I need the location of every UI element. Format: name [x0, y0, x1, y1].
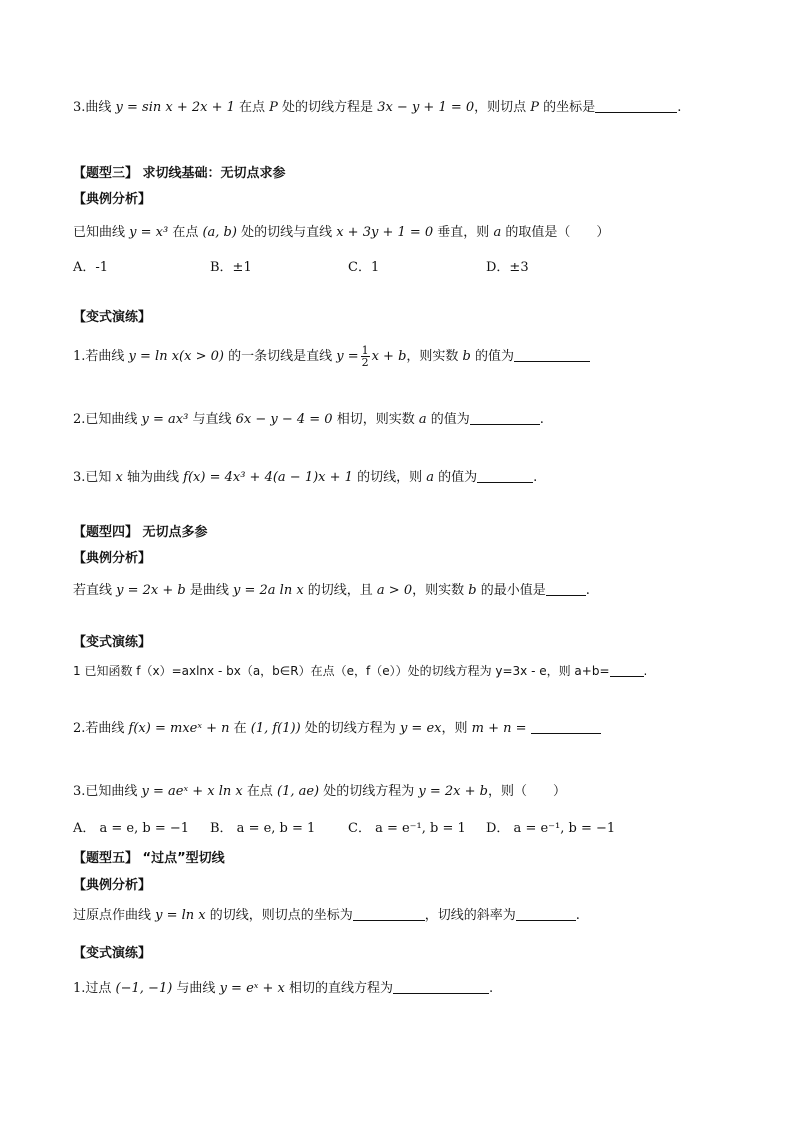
math-expression: 6x − y − 4 = 0 [235, 412, 333, 427]
math-expression: 3x − y + 1 = 0 [377, 100, 475, 115]
option-c[interactable]: C．1 [348, 260, 380, 275]
math-expression: a > 0 [376, 583, 413, 598]
text: 处的切线与直线 [236, 225, 337, 240]
section-5-title: 【题型五】 “过点”型切线 [73, 851, 225, 866]
fraction-numerator: 1 [361, 344, 369, 357]
option-b[interactable]: B．±1 [210, 260, 252, 275]
answer-blank[interactable] [516, 906, 576, 921]
question-3-prev [73, 98, 681, 117]
math-variable: x [115, 470, 123, 485]
text: 的切线，则切点的坐标为 [205, 908, 353, 923]
math-expression: y = eˣ + x [219, 981, 285, 996]
section-5-practice-1 [73, 979, 493, 998]
text: 已知曲线 [73, 225, 130, 240]
text: ，切线的斜率为 [424, 908, 516, 923]
text: 处的切线方程为 [319, 784, 419, 799]
text: . [533, 470, 538, 485]
text: 是曲线 [185, 583, 233, 598]
option-b[interactable]: B． a = e, b = 1 [210, 821, 316, 836]
text: ，则 [441, 721, 472, 736]
math-expression: (1, ae) [277, 784, 320, 799]
math-variable: a [426, 470, 434, 485]
math-variable: P [530, 100, 540, 115]
section-4-practice-3 [73, 783, 566, 801]
text: 与直线 [188, 412, 236, 427]
text: 若直线 [73, 583, 117, 598]
text: 1 已知函数 f（x）=axlnx - bx（a，b∈R）在点（e，f（e））处的切线方程为 y=3x - e，则 a+b= [73, 664, 610, 678]
text: 的最小值是 [476, 583, 546, 598]
text: 的取值是（ ） [501, 225, 610, 240]
math-expression: m + n = [471, 721, 527, 736]
answer-blank[interactable] [353, 906, 425, 921]
section-4-example [73, 581, 590, 600]
answer-blank[interactable] [531, 719, 601, 734]
practice-label: 【变式演练】 [73, 946, 152, 961]
math-expression: y = ln x [155, 908, 206, 923]
example-label: 【典例分析】 [73, 551, 152, 566]
text: . [539, 412, 544, 427]
math-variable: b [468, 583, 477, 598]
math-variable: a [418, 412, 427, 427]
text: 过原点作曲线 [73, 908, 156, 923]
text: . [489, 981, 494, 996]
math-variable: a [493, 225, 502, 240]
math-expression: (a, b) [202, 225, 237, 240]
text: 1.若曲线 [73, 349, 129, 364]
text: 处的切线方程是 [277, 100, 378, 115]
text: 相切的直线方程为 [284, 981, 394, 996]
text: ，则切点 [474, 100, 531, 115]
text: 与曲线 [172, 981, 220, 996]
text: 的值为 [426, 412, 470, 427]
text: . [643, 664, 648, 678]
text: 2.已知曲线 [73, 412, 142, 427]
math-expression: y = [336, 349, 359, 364]
text: 的值为 [433, 470, 478, 485]
math-expression: y = x³ [129, 225, 169, 240]
math-expression: y = 2x + b [116, 583, 186, 598]
text: 处的切线方程为 [300, 721, 400, 736]
text: 2.若曲线 [73, 721, 129, 736]
text: ，则实数 [406, 349, 463, 364]
text: . [677, 100, 682, 115]
math-expression: (−1, −1) [115, 981, 173, 996]
option-d[interactable]: D． a = e⁻¹, b = −1 [486, 821, 616, 836]
option-c[interactable]: C． a = e⁻¹, b = 1 [348, 821, 466, 836]
example-label: 【典例分析】 [73, 192, 152, 207]
math-expression: y = ex [399, 721, 442, 736]
text: 1.过点 [73, 981, 116, 996]
text: . [575, 908, 580, 923]
fraction [361, 345, 370, 368]
math-expression: y = 2x + b [418, 784, 488, 799]
math-expression: f(x) = 4x³ + 4(a − 1)x + 1 [183, 470, 353, 485]
text: 在 [229, 721, 251, 736]
text: ，则（ ） [487, 784, 566, 799]
text: 在点 [234, 100, 270, 115]
math-expression: (1, f(1)) [250, 721, 301, 736]
option-a[interactable]: A．-1 [73, 260, 109, 275]
section-3-practice-1 [73, 345, 590, 368]
text: 垂直，则 [433, 225, 494, 240]
section-4-practice-2 [73, 719, 601, 738]
fraction-denominator: 2 [361, 356, 369, 369]
answer-blank[interactable] [477, 468, 533, 483]
text: 的切线，且 [303, 583, 377, 598]
example-label: 【典例分析】 [73, 878, 152, 893]
text: 在点 [168, 225, 203, 240]
text: 的切线，则 [352, 470, 427, 485]
math-expression: y = aeˣ + x ln x [141, 784, 243, 799]
text: ，则实数 [412, 583, 469, 598]
section-3-practice-3 [73, 468, 537, 487]
option-d[interactable]: D．±3 [486, 260, 529, 275]
answer-blank[interactable] [470, 410, 540, 425]
text: 相切，则实数 [332, 412, 419, 427]
math-variable: P [269, 100, 278, 115]
math-expression: y = sin x + 2x + 1 [115, 100, 235, 115]
text: 3.曲线 [73, 100, 116, 115]
answer-blank[interactable] [546, 581, 586, 596]
section-3-practice-2 [73, 410, 544, 429]
text: 3.已知 [73, 470, 116, 485]
text: 轴为曲线 [122, 470, 184, 485]
practice-label: 【变式演练】 [73, 635, 152, 650]
text: . [585, 583, 590, 598]
math-expression: y = 2a ln x [233, 583, 304, 598]
text: 的一条切线是直线 [223, 349, 337, 364]
text: 在点 [242, 784, 277, 799]
section-3-example [73, 224, 609, 242]
answer-blank[interactable] [610, 662, 644, 677]
math-expression: f(x) = mxeˣ + n [128, 721, 230, 736]
answer-blank[interactable] [393, 979, 489, 994]
section-4-practice-1 [73, 662, 647, 680]
section-3-title: 【题型三】 求切线基础：无切点求参 [73, 166, 286, 181]
math-expression: y = ax³ [141, 412, 189, 427]
section-4-title: 【题型四】 无切点多参 [73, 525, 208, 540]
option-a[interactable]: A． a = e, b = −1 [73, 821, 190, 836]
text: 的值为 [470, 349, 515, 364]
answer-blank[interactable] [595, 98, 677, 113]
math-expression: x + 3y + 1 = 0 [336, 225, 434, 240]
text: 的坐标是 [539, 100, 596, 115]
math-expression: y = ln x(x > 0) [128, 349, 224, 364]
text: 3.已知曲线 [73, 784, 142, 799]
section-5-example [73, 906, 580, 925]
answer-blank[interactable] [514, 347, 590, 362]
math-variable: b [462, 349, 471, 364]
practice-label: 【变式演练】 [73, 310, 152, 325]
math-expression: x + b [371, 349, 407, 364]
